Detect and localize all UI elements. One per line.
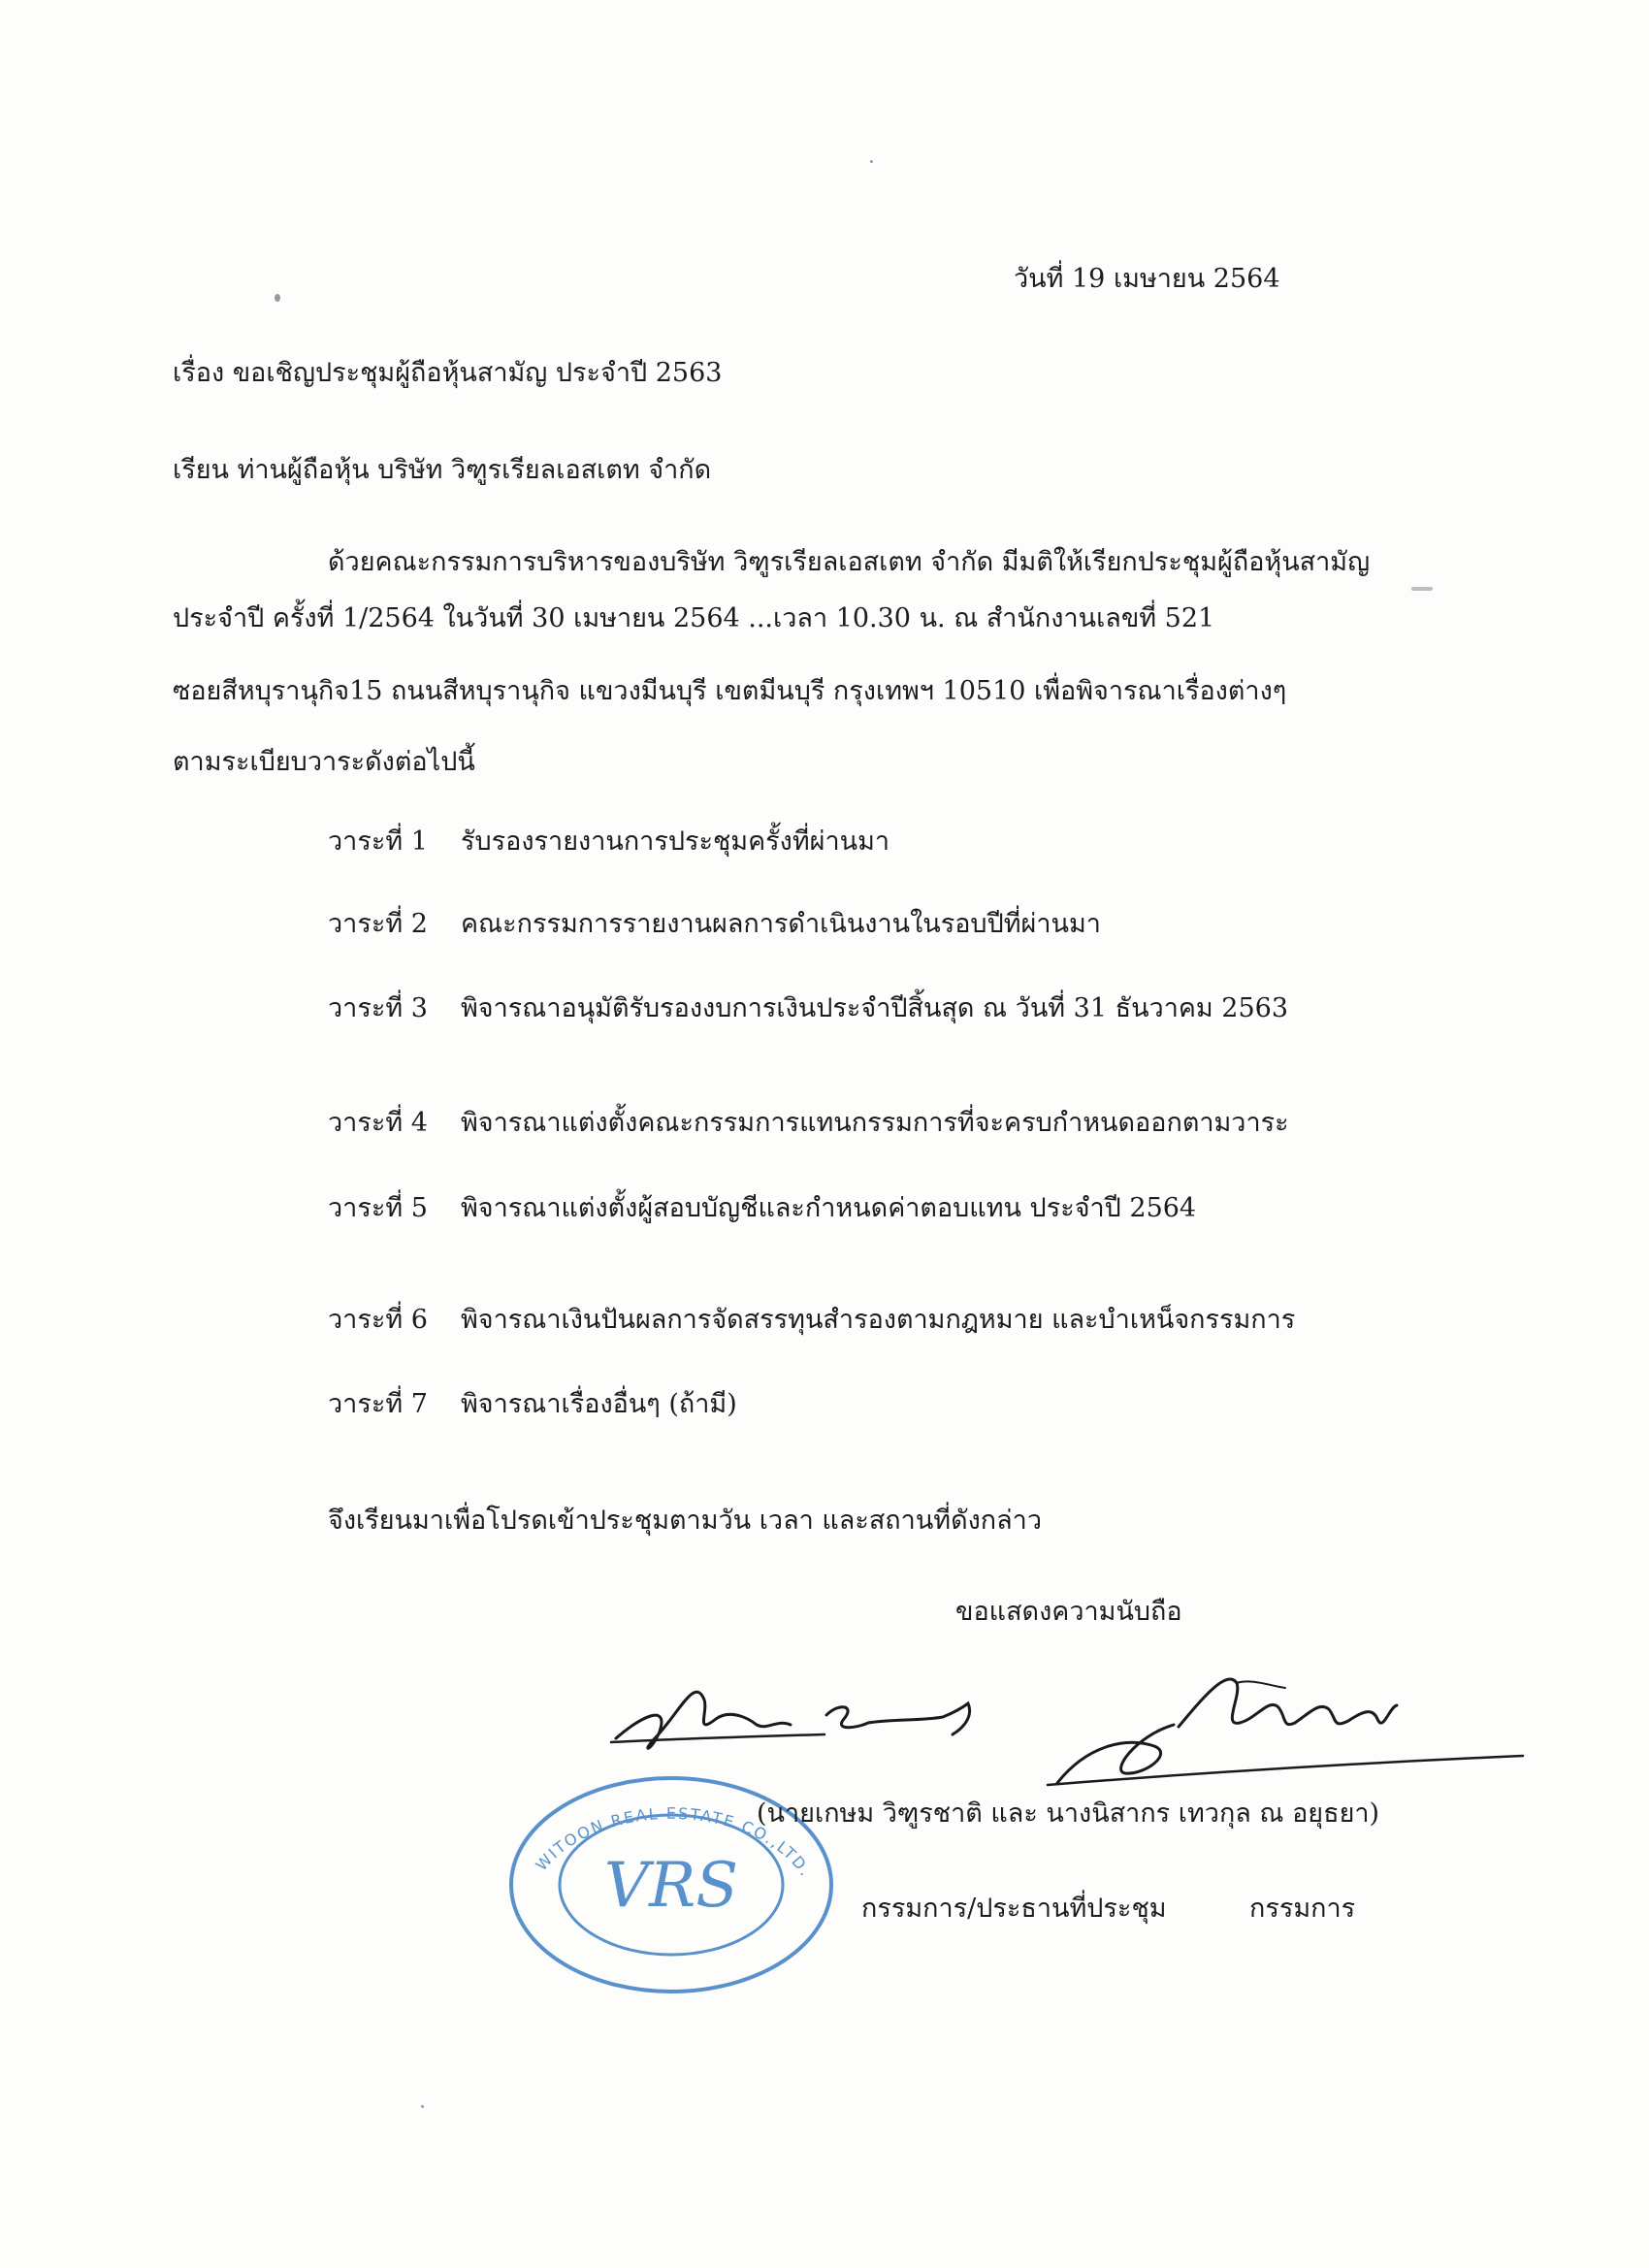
agenda-text: พิจารณาแต่งตั้งผู้สอบบัญชีและกำหนดค่าตอบแทน ประจำปี 2564 — [461, 1193, 1197, 1223]
scan-speck — [870, 160, 873, 163]
date-line: วันที่ 19 เมษายน 2564 — [1014, 264, 1280, 294]
agenda-text: พิจารณาเงินปันผลการจัดสรรทุนสำรองตามกฎหมาย และบำเหน็จกรรมการ — [461, 1305, 1296, 1335]
agenda-text: คณะกรรมการรายงานผลการดำเนินงานในรอบปีที่ผ่านมา — [461, 909, 1101, 939]
closing-line: จึงเรียนมาเพื่อโปรดเข้าประชุมตามวัน เวลา และสถานที่ดังกล่าว — [328, 1506, 1043, 1536]
stamp-monogram: VRS — [603, 1850, 739, 1922]
role-right: กรรมการ — [1249, 1894, 1356, 1924]
agenda-text: รับรองรายงานการประชุมครั้งที่ผ่านมา — [461, 826, 890, 857]
body-line-2: ประจำปี ครั้งที่ 1/2564 ในวันที่ 30 เมษายน 2564 ...เวลา 10.30 น. ณ สำนักงานเลขที่ 521 — [173, 603, 1215, 633]
body-line-1: ด้วยคณะกรรมการบริหารของบริษัท วิฑูรเรียลเอสเตท จำกัด มีมติให้เรียกประชุมผู้ถือหุ้นสามัญ — [328, 547, 1371, 577]
scan-speck — [421, 2105, 424, 2108]
agenda-label: วาระที่ 1 — [328, 826, 428, 857]
agenda-label: วาระที่ 6 — [328, 1305, 428, 1335]
signatories-names: (นายเกษม วิฑูรชาติ และ นางนิสากร เทวกุล ณ อยุธยา) — [757, 1798, 1380, 1829]
body-line-3: ซอยสีหบุรานุกิจ15 ถนนสีหบุรานุกิจ แขวงมีนบุรี เขตมีนบุรี กรุงเทพฯ 10510 เพื่อพิจารณาเรื่องต่างๆ — [173, 676, 1287, 706]
agenda-label: วาระที่ 5 — [328, 1193, 428, 1223]
agenda-text: พิจารณาเรื่องอื่นๆ (ถ้ามี) — [461, 1389, 737, 1419]
agenda-text: พิจารณาแต่งตั้งคณะกรรมการแทนกรรมการที่จะครบกำหนดออกตามวาระ — [461, 1108, 1289, 1138]
agenda-label: วาระที่ 2 — [328, 909, 428, 939]
role-left: กรรมการ/ประธานที่ประชุม — [861, 1894, 1167, 1924]
agenda-label: วาระที่ 4 — [328, 1108, 428, 1138]
agenda-label: วาระที่ 3 — [328, 993, 428, 1023]
body-line-4: ตามระเบียบวาระดังต่อไปนี้ — [173, 747, 475, 777]
signature-right — [1028, 1639, 1533, 1804]
recipient-line: เรียน ท่านผู้ถือหุ้น บริษัท วิฑูรเรียลเอสเตท จำกัด — [173, 455, 712, 485]
stamp-ring-text: WITOON REAL ESTATE CO.,LTD. — [532, 1803, 816, 1881]
subject-line: เรื่อง ขอเชิญประชุมผู้ถือหุ้นสามัญ ประจำปี 2563 — [173, 358, 723, 388]
agenda-label: วาระที่ 7 — [328, 1389, 428, 1419]
regards-line: ขอแสดงความนับถือ — [955, 1597, 1182, 1627]
scan-speck — [1411, 587, 1433, 591]
agenda-text: พิจารณาอนุมัติรับรองงบการเงินประจำปีสิ้นสุด ณ วันที่ 31 ธันวาคม 2563 — [461, 993, 1289, 1023]
scan-speck — [275, 294, 280, 302]
signature-left — [601, 1649, 1048, 1785]
